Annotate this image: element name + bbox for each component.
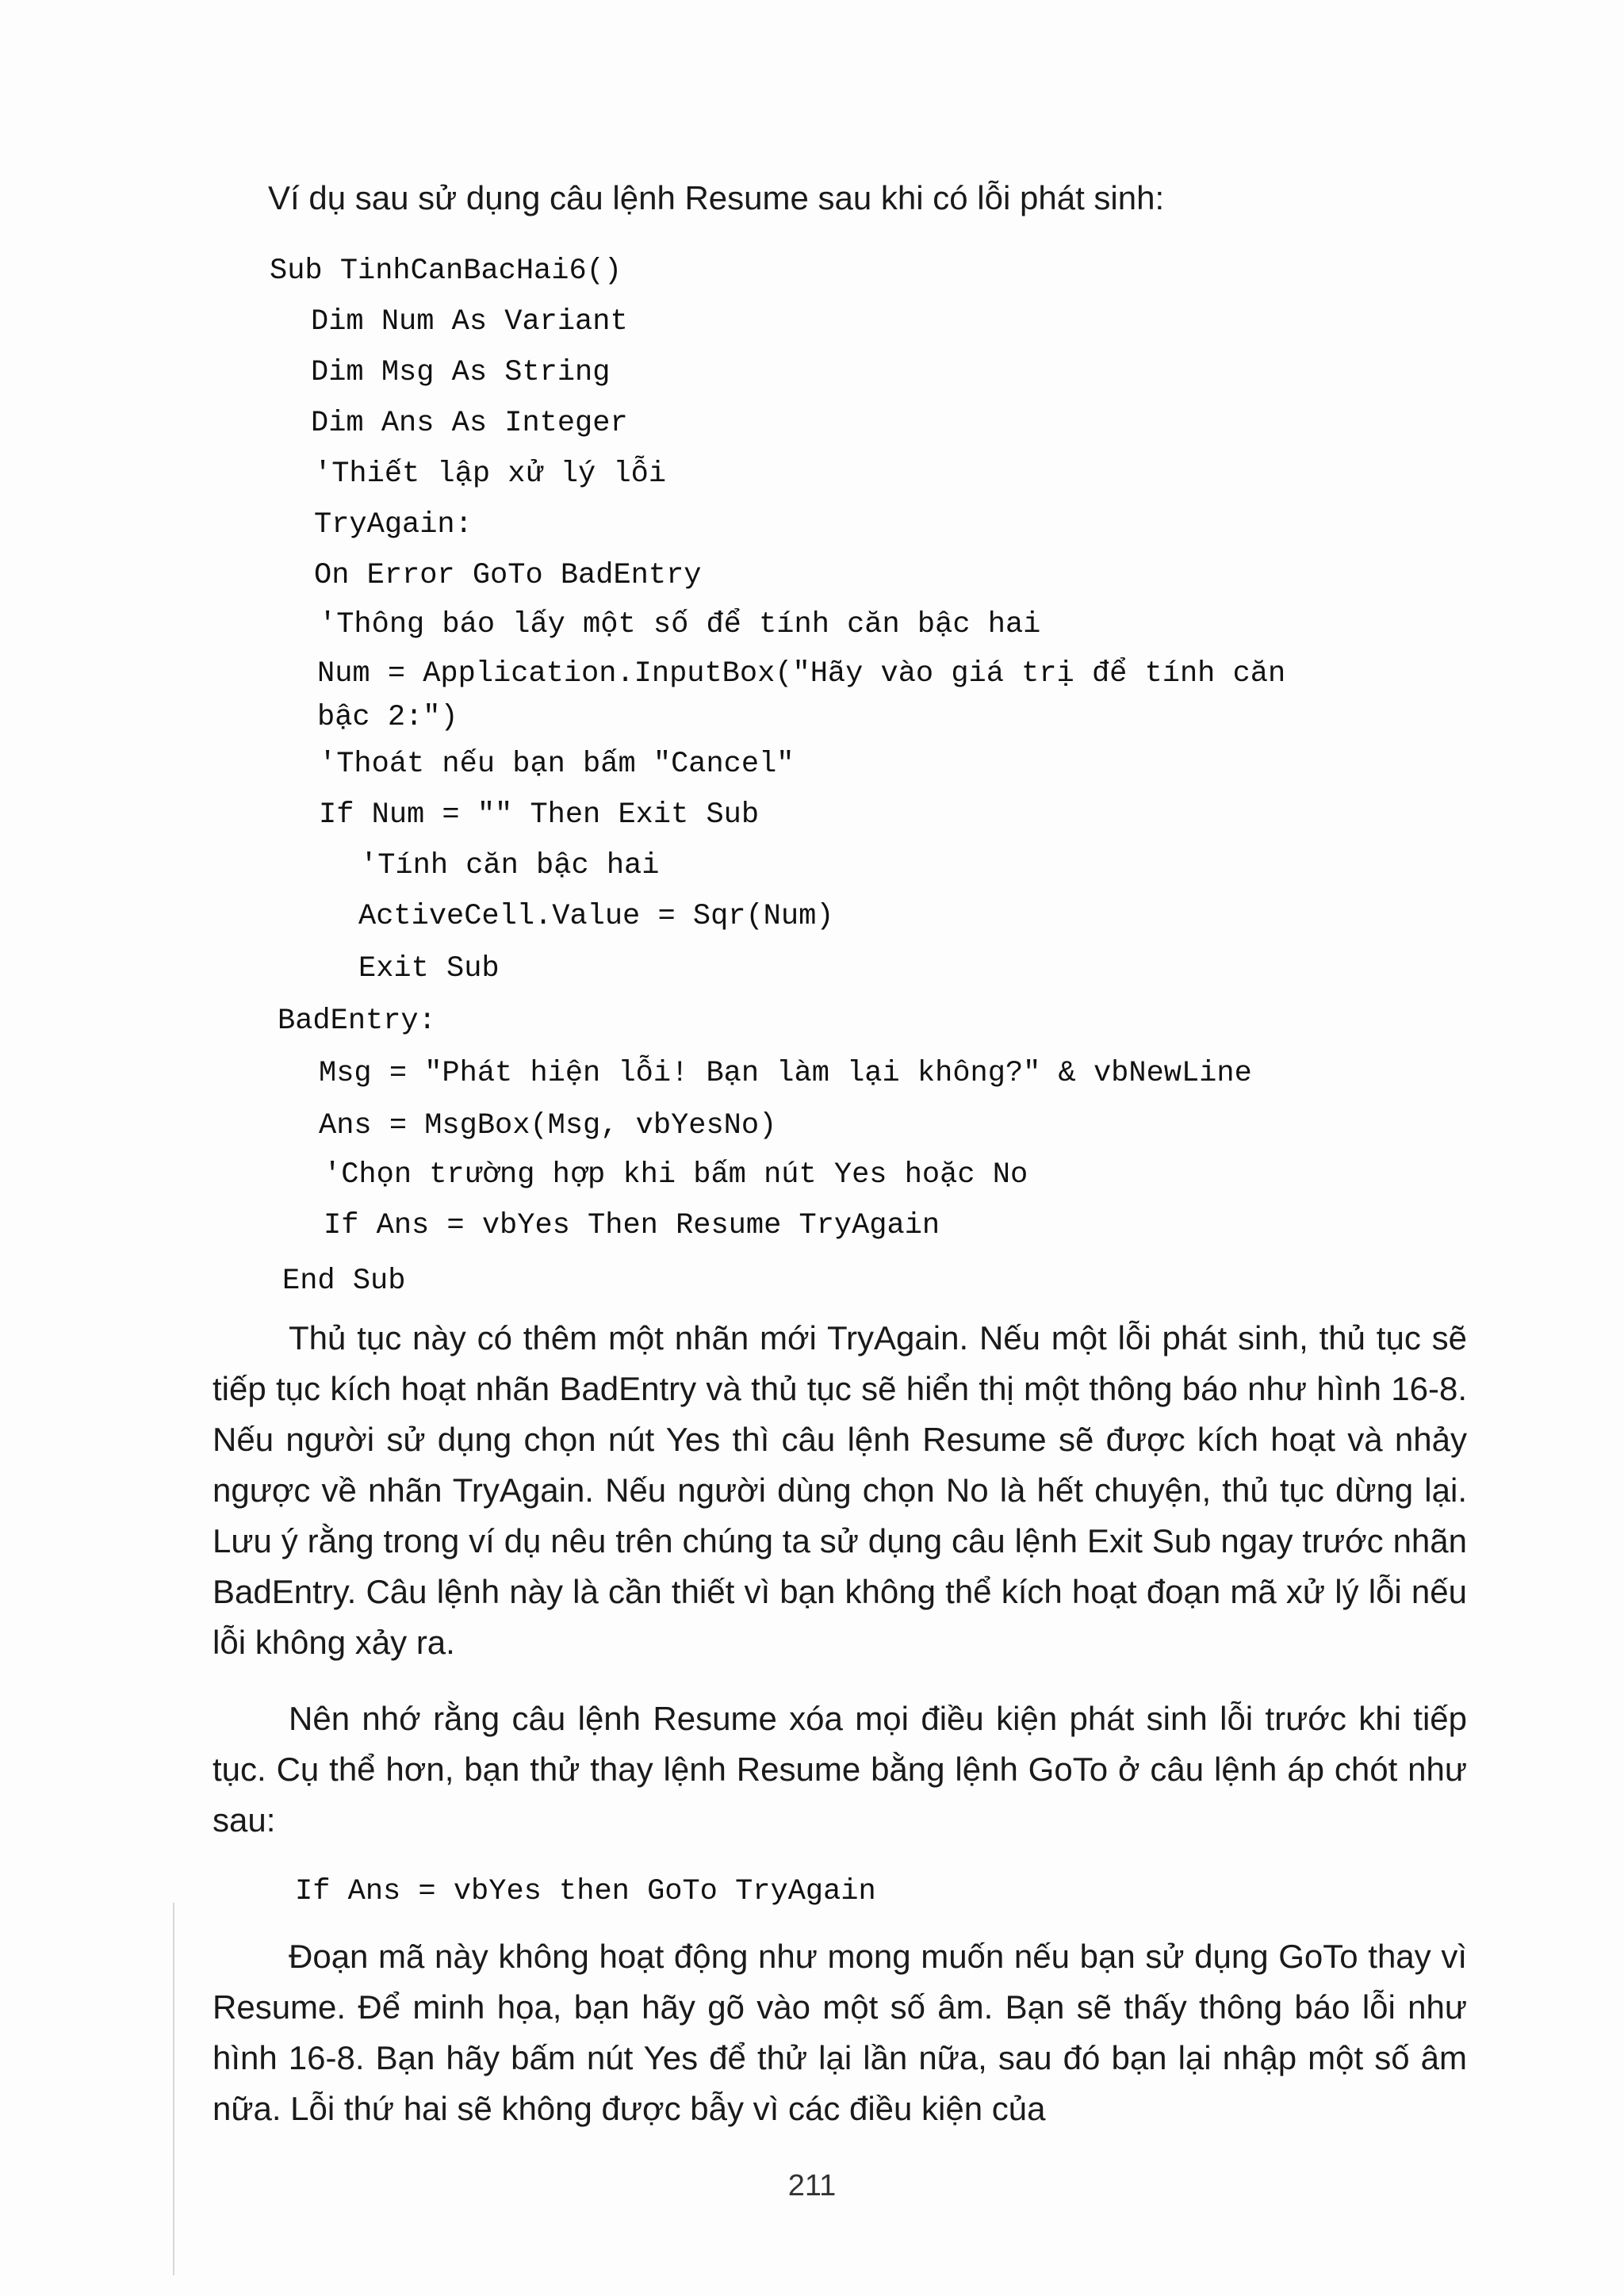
code-comment: 'Thiết lập xử lý lỗi (314, 457, 667, 491)
code-comment: 'Thoát nếu bạn bấm "Cancel" (319, 748, 795, 781)
code-line: If Num = "" Then Exit Sub (319, 798, 760, 832)
code-line: Num = Application.InputBox("Hãy vào giá trị để tính căn (317, 657, 1286, 691)
code-line: If Ans = vbYes then GoTo TryAgain (295, 1875, 876, 1908)
code-line: Dim Ans As Integer (311, 407, 628, 440)
code-line: On Error GoTo BadEntry (314, 559, 702, 592)
code-line: Msg = "Phát hiện lỗi! Bạn làm lại không?" & vbNewLine (319, 1057, 1252, 1090)
code-line: Dim Num As Variant (311, 305, 628, 339)
code-comment: 'Tính căn bậc hai (360, 849, 660, 882)
body-paragraph: Nên nhớ rằng câu lệnh Resume xóa mọi điều kiện phát sinh lỗi trước khi tiếp tục. Cụ thể hơn, bạn thử thay lệnh Resume bằng lệnh GoTo ở câu lệnh áp chót như sau: (213, 1700, 1467, 1839)
code-comment: 'Chọn trường hợp khi bấm nút Yes hoặc No (324, 1158, 1028, 1192)
page-number: 211 (787, 2169, 837, 2202)
scan-margin-line (173, 1903, 174, 2275)
code-label: BadEntry: (278, 1004, 436, 1038)
code-line: ActiveCell.Value = Sqr(Num) (358, 900, 834, 933)
code-line: End Sub (282, 1265, 406, 1298)
code-line: Dim Msg As String (311, 356, 611, 389)
code-line: Exit Sub (358, 952, 500, 985)
body-paragraph: Đoạn mã này không hoạt động như mong muốn nếu bạn sử dụng GoTo thay vì Resume. Để minh họa, bạn hãy gõ vào một số âm. Bạn sẽ thấy thông báo lỗi như hình 16-8. Bạn hãy bấm nút Yes để thử lại lần nữa, sau đó bạn lại nhập một số âm nữa. Lỗi thứ hai sẽ không được bẫy vì các điều kiện của (213, 1938, 1467, 2127)
code-line: Ans = MsgBox(Msg, vbYesNo) (319, 1109, 777, 1142)
body-paragraph: Thủ tục này có thêm một nhãn mới TryAgain. Nếu một lỗi phát sinh, thủ tục sẽ tiếp tục kích hoạt nhãn BadEntry và thủ tục sẽ hiển thị một thông báo như hình 16-8. Nếu người sử dụng chọn nút Yes thì câu lệnh Resume sẽ được kích hoạt và nhảy ngược về nhãn TryAgain. Nếu người dùng chọn No là hết chuyện, thủ tục dừng lại. Lưu ý rằng trong ví dụ nêu trên chúng ta sử dụng câu lệnh Exit Sub ngay trước nhãn BadEntry. Câu lệnh này là cần thiết vì bạn không thể kích hoạt đoạn mã xử lý lỗi nếu lỗi không xảy ra. (213, 1319, 1467, 1661)
code-line: If Ans = vbYes Then Resume TryAgain (324, 1209, 940, 1242)
code-label: TryAgain: (314, 508, 473, 541)
code-line: Sub TinhCanBacHai6() (270, 254, 622, 288)
intro-sentence: Ví dụ sau sử dụng câu lệnh Resume sau khi có lỗi phát sinh: (268, 179, 1165, 216)
code-line-continuation: bậc 2:") (317, 701, 458, 734)
code-comment: 'Thông báo lấy một số để tính căn bậc hai (319, 608, 1041, 641)
